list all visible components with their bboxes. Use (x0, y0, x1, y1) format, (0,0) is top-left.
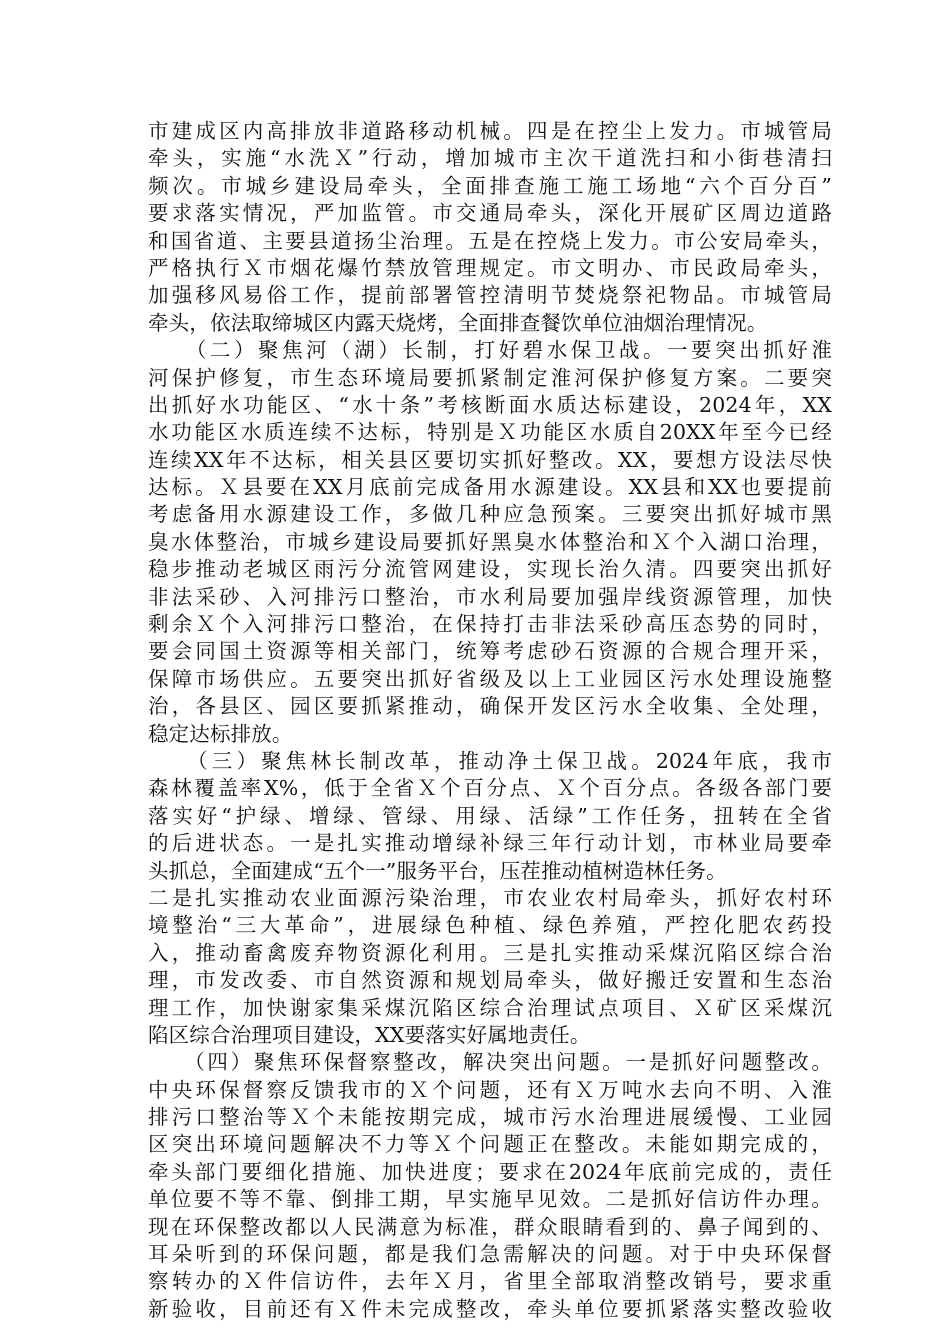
text-line: 频次。市城乡建设局牵头，全面排查施工施工场地“六个百分百” (148, 173, 832, 198)
text-line: 剩余Ｘ个入河排污口整治，在保持打击非法采砂高压态势的同时， (148, 612, 832, 637)
text-line: 要会同国土资源等相关部门，统筹考虑砂石资源的合规合理开采， (148, 639, 832, 664)
text-line: 严格执行Ｘ市烟花爆竹禁放管理规定。市文明办、市民政局牵头， (148, 255, 832, 280)
body-text (148, 118, 832, 1323)
text-line: 森林覆盖率X%，低于全省Ｘ个百分点、Ｘ个百分点。各级各部门要 (148, 776, 832, 801)
text-line: 出抓好水功能区、“水十条”考核断面水质达标建设，2024年，XX (148, 392, 832, 417)
text-line: 陷区综合治理项目建设，XX要落实好属地责任。 (148, 1022, 591, 1047)
text-line: 理，市发改委、市自然资源和规划局牵头，做好搬迁安置和生态治 (148, 968, 832, 993)
text-line: 稳定达标排放。 (148, 721, 293, 746)
text-line: 牵头，依法取缔城区内露天烧烤，全面排查餐饮单位油烟治理情况。 (148, 310, 768, 335)
text-line: 连续XX年不达标，相关县区要切实抓好整改。XX，要想方设法尽快 (148, 447, 832, 472)
text-line: 牵头部门要细化措施、加快进度；要求在2024年底前完成的，责任 (148, 1159, 832, 1184)
text-line: 水功能区水质连续不达标，特别是Ｘ功能区水质自20XX年至今已经 (148, 420, 832, 445)
text-line: 达标。Ｘ县要在XX月底前完成备用水源建设。XX县和XX也要提前 (148, 475, 832, 500)
text-line: 臭水体整治，市城乡建设局要抓好黑臭水体整治和Ｘ个入湖口治理， (148, 529, 832, 554)
text-line: 单位要不等不靠、倒排工期，早实施早见效。二是抓好信访件办理。 (148, 1187, 832, 1212)
text-line: 非法采砂、入河排污口整治，市水利局要加强岸线资源管理，加快 (148, 584, 832, 609)
text-line: 境整治“三大革命”，进展绿色种植、绿色养殖，严控化肥农药投 (148, 913, 832, 938)
text-line: 区突出环境问题解决不力等Ｘ个问题正在整改。未能如期完成的， (148, 1132, 832, 1157)
text-line: （三）聚焦林长制改革，推动净土保卫战。2024年底，我市 (148, 748, 832, 773)
text-line: 牵头，实施“水洗Ｘ”行动，增加城市主次干道洗扫和小街巷清扫 (148, 146, 832, 171)
text-line: 加强移风易俗工作，提前部署管控清明节焚烧祭祀物品。市城管局 (148, 283, 832, 308)
text-line: 头抓总，全面建成“五个一”服务平台，压茬推动植树造林任务。 (148, 858, 727, 883)
text-line: 市建成区内高排放非道路移动机械。四是在控尘上发力。市城管局 (148, 119, 832, 143)
text-line: （四）聚焦环保督察整改，解决突出问题。一是抓好问题整改。 (148, 1050, 832, 1075)
text-line: 耳朵听到的环保问题，都是我们急需解决的问题。对于中央环保督 (148, 1242, 832, 1267)
text-line: 入，推动畜禽废弃物资源化利用。三是扎实推动采煤沉陷区综合治 (148, 940, 832, 965)
text-line: 治，各县区、园区要抓紧推动，确保开发区污水全收集、全处理， (148, 694, 832, 719)
text-line: 保障市场供应。五要突出抓好省级及以上工业园区污水处理设施整 (148, 666, 832, 691)
text-line: 考虑备用水源建设工作，多做几种应急预案。三要突出抓好城市黑 (148, 502, 832, 527)
text-line: 察转办的Ｘ件信访件，去年Ｘ月，省里全部取消整改销号，要求重 (148, 1269, 832, 1294)
text-line: 要求落实情况，严加监管。市交通局牵头，深化开展矿区周边道路 (148, 201, 832, 226)
text-line: 的后进状态。一是扎实推动增绿补绿三年行动计划，市林业局要牵 (148, 831, 832, 856)
text-line: 稳步推动老城区雨污分流管网建设，实现长治久清。四要突出抓好 (148, 557, 832, 582)
text-line: （二）聚焦河（湖）长制，打好碧水保卫战。一要突出抓好淮 (148, 338, 832, 363)
text-line: 和国省道、主要县道扬尘治理。五是在控烧上发力。市公安局牵头， (148, 228, 832, 253)
text-line: 落实好“护绿、增绿、管绿、用绿、活绿”工作任务，扭转在全省 (148, 803, 832, 828)
text-line: 新验收，目前还有Ｘ件未完成整改，牵头单位要抓紧落实整改验收 (148, 1296, 832, 1321)
text-line: 二是扎实推动农业面源污染治理，市农业农村局牵头，抓好农村环 (148, 885, 832, 910)
text-line: 河保护修复，市生态环境局要抓紧制定淮河保护修复方案。二要突 (148, 365, 832, 390)
text-line: 现在环保整改都以人民满意为标准，群众眼睛看到的、鼻子闻到的、 (148, 1214, 832, 1239)
text-line: 中央环保督察反馈我市的Ｘ个问题，还有Ｘ万吨水去向不明、入淮 (148, 1077, 832, 1102)
text-line: 排污口整治等Ｘ个未能按期完成，城市污水治理进展缓慢、工业园 (148, 1105, 832, 1130)
text-line: 理工作，加快谢家集采煤沉陷区综合治理试点项目、Ｘ矿区采煤沉 (148, 995, 832, 1020)
